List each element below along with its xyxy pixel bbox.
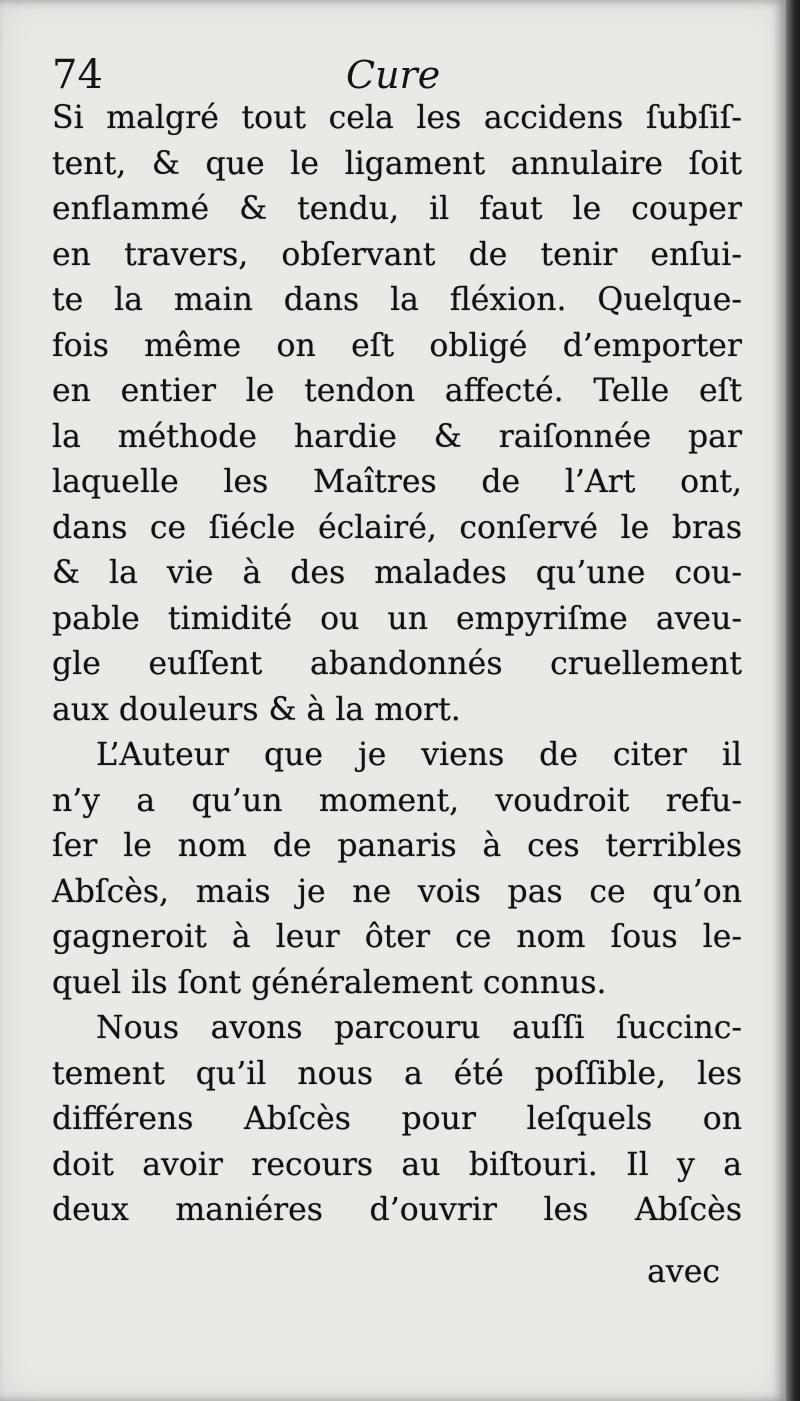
text-line: gagneroit à leur ôter ce nom ſous le- [52, 919, 742, 955]
text-body [52, 96, 742, 1234]
binding-gutter [786, 0, 800, 1401]
text-line: enflammé & tendu, il faut le couper [52, 191, 742, 227]
paragraph-end-line: aux douleurs & à la mort. [52, 691, 461, 728]
text-line: doit avoir recours au biſtouri. Il y a [52, 1146, 742, 1183]
text-line: en travers, obſervant de tenir enſui- [52, 236, 742, 273]
paragraph-end-line: quel ils ſont généralement connus. [52, 964, 607, 1001]
text-line: tement qu’il nous a été poſſible, les [52, 1055, 742, 1092]
text-line: la méthode hardie & raiſonnée par [52, 418, 742, 455]
text-line: Abſcès, mais je ne vois pas ce qu’on [52, 873, 742, 910]
text-line: & la vie à des malades qu’une cou- [52, 555, 742, 591]
text-line: en entier le tendon affecté. Telle eſt [52, 373, 742, 409]
text-line: pable timidité ou un empyriſme aveu- [52, 600, 742, 637]
text-line: ſer le nom de panaris à ces terribles [52, 828, 742, 864]
text-line: n’y a qu’un moment, voudroit refu- [52, 782, 742, 819]
text-line: laquelle les Maîtres de l’Art ont, [52, 464, 742, 500]
text-line: tent, & que le ligament annulaire ſoit [52, 145, 742, 182]
page-number: 74 [52, 52, 103, 98]
text-line: fois même on eſt obligé d’emporter [52, 327, 742, 364]
running-head: Cure [346, 53, 441, 97]
text-line: Si malgré tout cela les accidens ſubſiſ- [52, 100, 742, 136]
catchword: avec [647, 1254, 720, 1290]
text-line: deux maniéres d’ouvrir les Abſcès [52, 1192, 742, 1228]
paragraph-start-line: L’Auteur que je viens de citer il [96, 737, 742, 773]
page-header [52, 50, 732, 100]
paragraph-start-line: Nous avons parcouru auſſi ſuccinc- [96, 1010, 742, 1046]
text-line: te la main dans la fléxion. Quelque- [52, 282, 742, 318]
text-line: dans ce ſiécle éclairé, conſervé le bras [52, 509, 742, 546]
text-line: différens Abſcès pour leſquels on [52, 1101, 742, 1137]
text-line: gle euſſent abandonnés cruellement [52, 646, 742, 682]
